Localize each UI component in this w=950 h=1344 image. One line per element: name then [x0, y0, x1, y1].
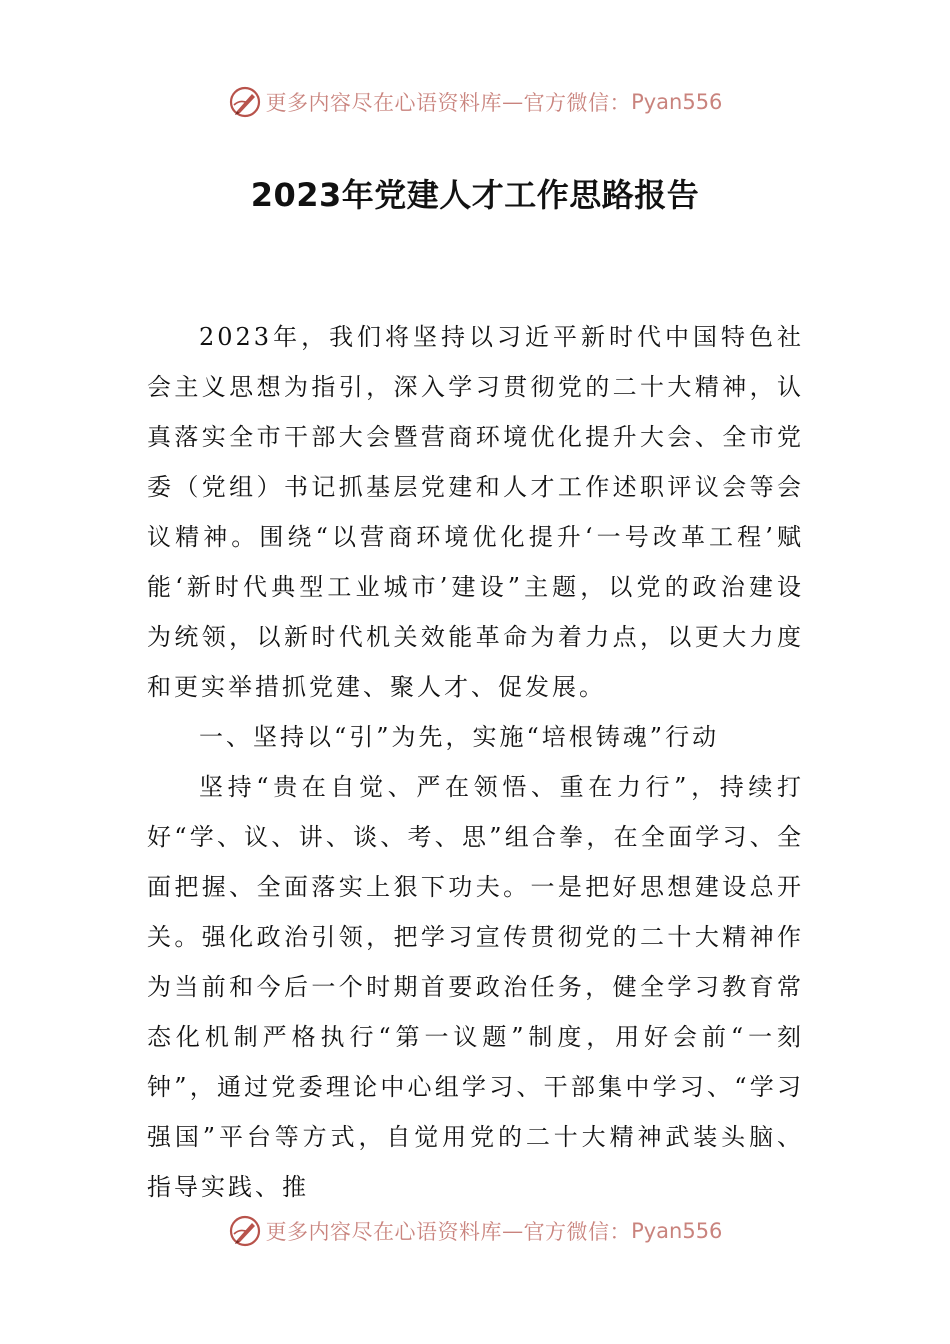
- header-banner: [0, 82, 950, 122]
- document-title: 2023年党建人才工作思路报告: [250, 176, 700, 214]
- banner-separator: —: [502, 1219, 524, 1243]
- banner-slogan: 更多内容尽在心语资料库: [265, 1220, 503, 1244]
- document-body: [147, 312, 804, 1212]
- banner-wechat-label: 官方微信：: [523, 91, 632, 115]
- paragraph-section-1: 坚持“贵在自觉、严在领悟、重在力行”，持续打好“学、议、讲、谈、考、思”组合拳，在全面学习、全面把握、全面落实上狠下功夫。一是把好思想建设总开关。强化政治引领，把学习宣传贯彻党的二十大精神作为当前和今后一个时期首要政治任务，健全学习教育常态化机制严格执行“第一议题”制度，用好会前“一刻钟”，通过党委理论中心组学习、干部集中学习、“学习强国”平台等方式，自觉用党的二十大精神武装头脑、指导实践、推: [147, 773, 804, 1201]
- banner-wechat-label: 官方微信：: [523, 1220, 632, 1244]
- footer-banner: [0, 1211, 950, 1251]
- banner-wechat-account: Pyan556: [631, 90, 723, 114]
- pen-logo-icon: [228, 85, 262, 119]
- banner-slogan: 更多内容尽在心语资料库: [265, 91, 503, 115]
- paragraph-intro: 2023年，我们将坚持以习近平新时代中国特色社会主义思想为指引，深入学习贯彻党的二十大精神，认真落实全市干部大会暨营商环境优化提升大会、全市党委（党组）书记抓基层党建和人才工作述职评议会等会议精神。围绕“以营商环境优化提升‘一号改革工程’赋能‘新时代典型工业城市’建设”主题，以党的政治建设为统领，以新时代机关效能革命为着力点，以更大力度和更实举措抓党建、聚人才、促发展。: [147, 323, 804, 701]
- pen-logo-icon: [228, 1214, 262, 1248]
- banner-wechat-account: Pyan556: [631, 1219, 723, 1243]
- banner-separator: —: [502, 90, 524, 114]
- section-heading-1: 一、坚持以“引”为先，实施“培根铸魂”行动: [199, 723, 720, 751]
